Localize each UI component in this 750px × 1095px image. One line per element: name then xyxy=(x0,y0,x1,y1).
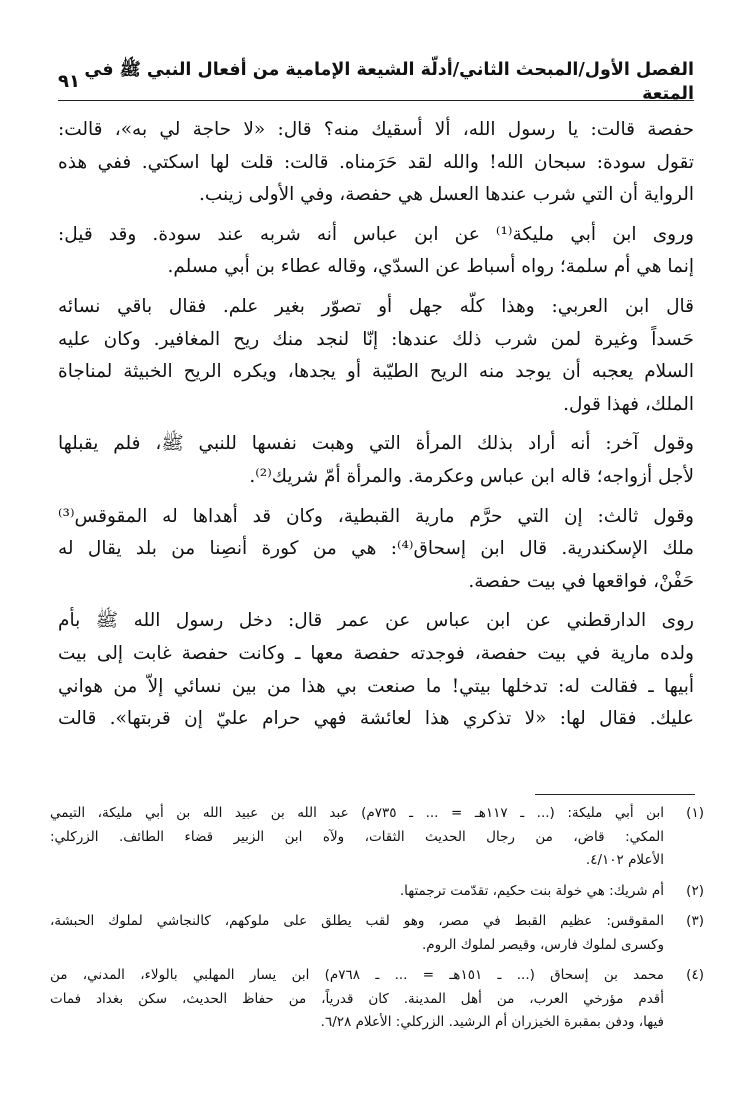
footnote-line: المقوقس: عظيم القبط في مصر، وهو لقب يطلق على ملوكهم، كالنجاشي لملوك الحبشة، xyxy=(50,913,664,929)
footnote-line: وكسرى لملوك فارس، وقيصر لملوك الروم. xyxy=(421,936,664,953)
paragraph xyxy=(58,501,694,599)
footnote-line: أم شريك: هي خولة بنت حكيم، تقدّمت ترجمتها. xyxy=(399,882,664,899)
text-line: الملك، فهذا قول. xyxy=(563,393,694,415)
main-text xyxy=(58,114,694,743)
text-line: أبيها ـ فقالت له: تدخلها بيتي! ما صنعت بي هذا من بين نسائي إلاّ من هواني xyxy=(58,675,694,697)
footnote-text xyxy=(50,910,664,957)
text-line: حَفْنْ، فواقعها في بيت حفصة. xyxy=(468,570,694,592)
text-line: إنما هي أم سلمة؛ رواه أسباط عن السدّي، وقاله عطاء بن أبي مسلم. xyxy=(167,256,694,278)
paragraph xyxy=(58,291,694,421)
footnote-number: (٤) xyxy=(686,967,704,983)
header-title: الفصل الأول/المبحث الثاني/أدلّة الشيعة الإمامية من أفعال النبي ﷺ في المتعة xyxy=(84,60,694,104)
footnote-text xyxy=(50,964,664,1035)
paragraph xyxy=(58,605,694,735)
footnote-separator xyxy=(535,794,695,795)
footnote xyxy=(50,880,704,904)
footnote-number: (١) xyxy=(686,805,704,821)
footnote xyxy=(50,910,704,957)
footnote-line: المكي: قاض، من رجال الحديث الثقات، ولآه ابن الزبير قضاء الطائف. الزركلي: xyxy=(50,828,664,845)
paragraph xyxy=(58,428,694,493)
text-line: السلام يعجبه أن يوجد منه الريح الطيّبة أو يجدها، ويكره الريح الخبيثة لمناجاة xyxy=(58,361,694,383)
footnote-text xyxy=(50,802,664,873)
footnote-number: (٢) xyxy=(686,882,704,899)
paragraph xyxy=(58,219,694,284)
text-line: لأجل أزواجه؛ قاله ابن عباس وعكرمة. والمرأة أمّ شريك⁽²⁾. xyxy=(249,465,694,487)
footnote-line: أقدم مؤرخي العرب، من أهل المدينة. كان قدرياً، من حفاظ الحديث، سكن بغداد فمات xyxy=(50,990,664,1007)
footnote-number: (٣) xyxy=(686,913,704,929)
footnote-line: الأعلام ٤/١٠٢. xyxy=(585,852,664,868)
text-line: ولده مارية في بيت حفصة، فوجدته حفصة معها ـ وكانت حفصة غابت إلى بيت xyxy=(58,642,694,664)
footnote-line: ابن أبي مليكة: (... ـ ١١٧هـ = ... ـ ٧٣٥م) عبد الله بن عبيد الله بن أبي مليكة، التيمي xyxy=(50,805,664,821)
footnotes xyxy=(50,802,704,1042)
running-header xyxy=(58,60,694,104)
text-line: عليك. فقال لها: «لا تذكري هذا لعائشة فهي حرام عليّ إن قربتها». قالت xyxy=(58,708,694,730)
text-line: ملك الإسكندرية. قال ابن إسحاق⁽⁴⁾: هي من كورة أنصِنا من بلد يقال له xyxy=(58,538,694,560)
text-line: حَسداً وغيرة لمن شرب ذلك عندها: إنّا لنجد منك ريح المغافير. وكان عليه xyxy=(58,328,694,350)
text-line: روى الدارقطني عن ابن عباس عن عمر قال: دخل رسول الله ﷺ بأم xyxy=(58,610,694,632)
text-line: قال ابن العربي: وهذا كلّه جهل أو تصوّر بغير علم. فقال باقي نسائه xyxy=(58,295,694,317)
text-line: وقول آخر: أنه أراد بذلك المرأة التي وهبت نفسها للنبي ﷺ، فلم يقبلها xyxy=(58,433,694,455)
text-line: حفصة قالت: يا رسول الله، ألا أسقيك منه؟ قال: «لا حاجة لي به»، قالت: xyxy=(58,119,694,140)
text-line: الرواية أن التي شرب عندها العسل هي حفصة، وفي الأولى زينب. xyxy=(199,184,694,206)
footnote xyxy=(50,964,704,1035)
text-line: وقول ثالث: إن التي حرَّم مارية القبطية، وكان قد أهداها له المقوقس⁽³⁾ xyxy=(58,505,694,527)
text-line: وروى ابن أبي مليكة⁽¹⁾ عن ابن عباس أنه شربه عند سودة. وقد قيل: xyxy=(58,223,694,245)
footnote-line: محمد بن إسحاق (... ـ ١٥١هـ = ... ـ ٧٦٨م) ابن يسار المهلبي بالولاء، المدني، من xyxy=(50,967,664,983)
page-number: ٩١ xyxy=(58,70,80,92)
footnote xyxy=(50,802,704,873)
text-line: تقول سودة: سبحان الله! والله لقد حَرَمناه. قالت: قلت لها اسكتي. ففي هذه xyxy=(58,151,694,173)
header-rule xyxy=(58,100,694,101)
paragraph xyxy=(58,114,694,212)
footnote-line: فيها، ودفن بمقبرة الخيزران أم الرشيد. الزركلي: الأعلام ٦/٢٨. xyxy=(320,1014,664,1030)
footnote-text xyxy=(50,880,664,904)
